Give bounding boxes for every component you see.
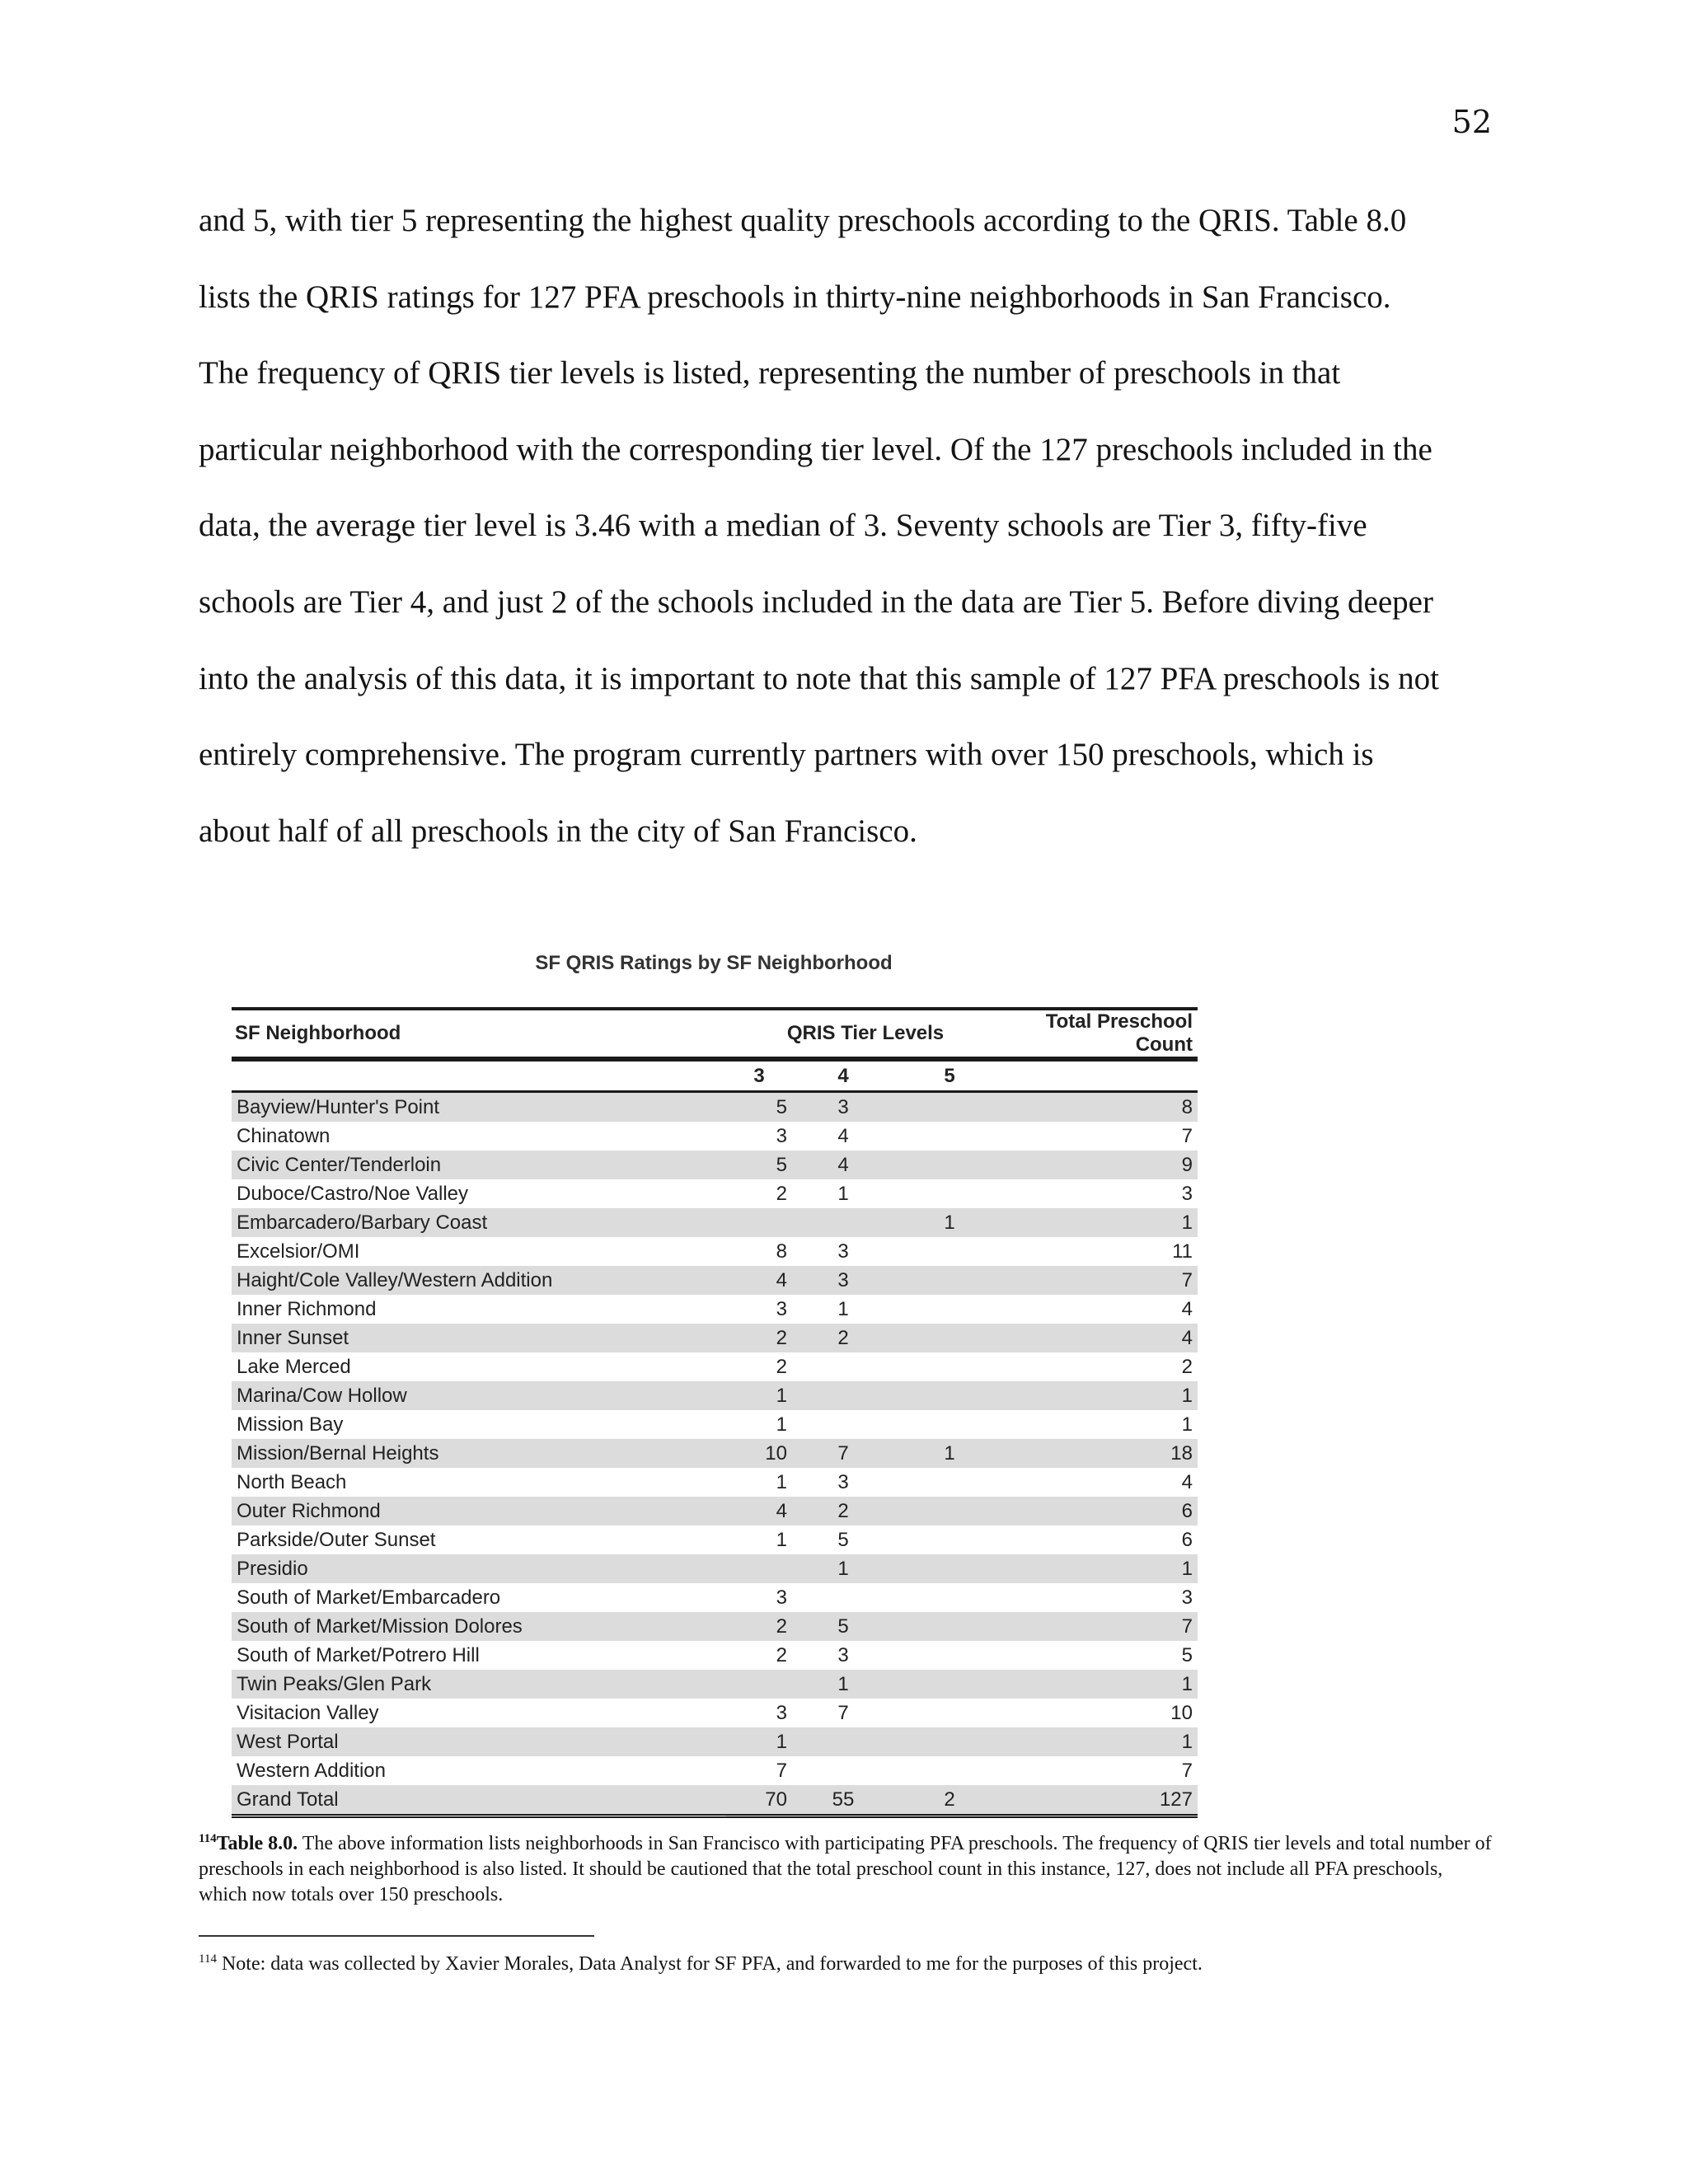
tier-4-cell: 3 [792, 1266, 894, 1295]
tier-5-cell [894, 1554, 1005, 1583]
total-count-cell: 7 [1005, 1266, 1198, 1295]
total-count-cell: 3 [1181, 1182, 1193, 1205]
table-row [232, 1381, 1198, 1410]
tier-4-cell [792, 1583, 894, 1612]
tier-5-cell [894, 1468, 1005, 1497]
body-line: into the analysis of this data, it is important to note that this sample of 127 PFA preschools is not [199, 660, 1439, 696]
neighborhood-cell: Duboce/Castro/Noe Valley [237, 1182, 469, 1205]
tier-4-cell [792, 1410, 894, 1439]
tier-3-cell: 7 [776, 1759, 787, 1782]
tier-3-cell: 1 [776, 1470, 787, 1493]
table-row [232, 1208, 1198, 1237]
neighborhood-cell: Haight/Cole Valley/Western Addition [232, 1266, 726, 1295]
tier-4-cell: 5 [792, 1612, 894, 1641]
table-row [232, 1324, 1198, 1352]
neighborhood-cell: South of Market/Embarcadero [237, 1586, 501, 1609]
tier-3-cell: 10 [726, 1439, 792, 1468]
tier-3-cell: 1 [776, 1413, 787, 1436]
total-count-cell: 7 [1005, 1612, 1198, 1641]
neighborhood-cell: Marina/Cow Hollow [232, 1381, 726, 1410]
neighborhood-cell: Visitacion Valley [237, 1701, 379, 1724]
total-count-cell: 5 [1181, 1643, 1193, 1666]
tier-4-cell: 1 [837, 1182, 849, 1205]
total-count-cell: 7 [1181, 1124, 1193, 1147]
tier-5-cell [894, 1727, 1005, 1756]
tier-5-cell [894, 1122, 1005, 1151]
tier-5-cell: 1 [894, 1439, 1005, 1468]
table-row [232, 1468, 1198, 1497]
neighborhood-cell: Lake Merced [237, 1355, 351, 1378]
grand-total-row [232, 1785, 1198, 1816]
tier-4-cell: 3 [792, 1092, 894, 1122]
table-row [232, 1439, 1198, 1468]
neighborhood-cell: Grand Total [232, 1785, 726, 1816]
tier-5-cell [894, 1381, 1005, 1410]
table-row [232, 1179, 1198, 1208]
tier-5-cell [894, 1583, 1005, 1612]
neighborhood-cell: Civic Center/Tenderloin [232, 1151, 726, 1179]
table-row [232, 1237, 1198, 1266]
tier-5-cell [894, 1497, 1005, 1526]
tier-5-cell [894, 1670, 1005, 1699]
tier-4-cell: 1 [837, 1297, 849, 1320]
total-count-cell: 11 [1172, 1240, 1193, 1263]
table-row [232, 1641, 1198, 1670]
tier-4-cell: 2 [792, 1324, 894, 1352]
neighborhood-cell: Western Addition [237, 1759, 386, 1782]
tier-3-cell: 5 [726, 1092, 792, 1122]
table-row [232, 1295, 1198, 1324]
table-row [232, 1699, 1198, 1727]
footnote-text: Note: data was collected by Xavier Morales, Data Analyst for SF PFA, and forwarded to me for the purposes of this project. [216, 1953, 1203, 1975]
tier-4-cell: 3 [837, 1470, 849, 1493]
caption-label: Table 8.0. [216, 1833, 298, 1854]
total-count-cell: 2 [1181, 1355, 1193, 1378]
footnote-divider [199, 1935, 594, 1937]
caption-marker: 114 [199, 1832, 217, 1845]
total-count-cell: 9 [1005, 1151, 1198, 1179]
tier-3-cell: 4 [726, 1266, 792, 1295]
tier-4-cell: 2 [792, 1497, 894, 1526]
neighborhood-cell: Parkside/Outer Sunset [237, 1528, 436, 1551]
tier-4-cell [792, 1381, 894, 1410]
total-count-cell: 4 [1181, 1297, 1193, 1320]
neighborhood-cell: North Beach [237, 1470, 347, 1493]
table-row [232, 1756, 1198, 1785]
page-number: 52 [1451, 104, 1492, 140]
total-count-cell: 1 [1005, 1554, 1198, 1583]
header-tier-levels: QRIS Tier Levels [726, 1009, 1005, 1059]
neighborhood-cell: Chinatown [237, 1124, 331, 1147]
table-row [232, 1554, 1198, 1583]
tier-4-cell: 1 [792, 1554, 894, 1583]
neighborhood-cell: Twin Peaks/Glen Park [232, 1670, 726, 1699]
tier-4-cell [792, 1756, 894, 1785]
table-row [232, 1151, 1198, 1179]
total-count-cell: 18 [1005, 1439, 1198, 1468]
total-count-cell: 1 [1181, 1413, 1193, 1436]
tier-3-cell: 5 [726, 1151, 792, 1179]
tier-4-cell: 3 [837, 1643, 849, 1666]
total-count-cell: 7 [1181, 1759, 1193, 1782]
neighborhood-cell: Mission/Bernal Heights [232, 1439, 726, 1468]
tier-5-cell [894, 1179, 1005, 1208]
tier-3-cell: 2 [726, 1612, 792, 1641]
tier-4-cell: 7 [792, 1439, 894, 1468]
neighborhood-cell: Embarcadero/Barbary Coast [232, 1208, 726, 1237]
neighborhood-cell: Inner Richmond [237, 1297, 377, 1320]
tier-4-cell: 5 [837, 1528, 849, 1551]
body-line: and 5, with tier 5 representing the highest quality preschools according to the QRIS. Table 8.0 [199, 203, 1407, 238]
body-line: about half of all preschools in the city of San Francisco. [199, 813, 917, 849]
total-count-cell: 4 [1005, 1324, 1198, 1352]
tier-5-cell [894, 1324, 1005, 1352]
footnote [199, 1952, 1493, 1976]
tier-4-cell: 4 [837, 1124, 849, 1147]
table-row [232, 1352, 1198, 1381]
tier-3-cell: 8 [776, 1240, 787, 1263]
total-count-cell: 1 [1005, 1381, 1198, 1410]
tier-4-cell: 55 [792, 1785, 894, 1816]
table-row [232, 1526, 1198, 1554]
tier-label-spacer [1005, 1059, 1198, 1092]
tier-3-cell: 3 [776, 1297, 787, 1320]
tier-5-cell: 2 [894, 1785, 1005, 1816]
total-count-cell: 6 [1005, 1497, 1198, 1526]
tier-3-cell: 70 [726, 1785, 792, 1816]
table-body [232, 1092, 1198, 1816]
neighborhood-cell: Outer Richmond [232, 1497, 726, 1526]
tier-3-cell: 1 [776, 1528, 787, 1551]
tier-4-cell: 7 [837, 1701, 849, 1724]
neighborhood-cell: West Portal [232, 1727, 726, 1756]
tier-5-cell [894, 1526, 1005, 1554]
tier-5-cell [894, 1295, 1005, 1324]
body-line: The frequency of QRIS tier levels is listed, representing the number of preschools in that [199, 355, 1341, 391]
neighborhood-cell: Bayview/Hunter's Point [232, 1092, 726, 1122]
table-row [232, 1612, 1198, 1641]
tier-4-cell [792, 1208, 894, 1237]
tier-4-cell: 4 [792, 1151, 894, 1179]
footnote-marker: 114 [199, 1952, 217, 1966]
table-header-row [232, 1009, 1198, 1059]
table-row [232, 1122, 1198, 1151]
tier-3-cell: 3 [776, 1586, 787, 1609]
tier-5-cell [894, 1410, 1005, 1439]
header-neighborhood: SF Neighborhood [232, 1009, 726, 1059]
tier-3-cell: 3 [776, 1124, 787, 1147]
total-count-cell: 1 [1005, 1208, 1198, 1237]
tier-5-cell: 1 [894, 1208, 1005, 1237]
tier-3-cell: 2 [726, 1324, 792, 1352]
table-title: SF QRIS Ratings by SF Neighborhood [535, 952, 893, 974]
table-row [232, 1410, 1198, 1439]
table-row [232, 1583, 1198, 1612]
tier-label-spacer [232, 1059, 726, 1092]
total-count-cell: 6 [1181, 1528, 1193, 1551]
tier-5-cell [894, 1092, 1005, 1122]
tier-5-cell [894, 1699, 1005, 1727]
tier-label-3: 3 [726, 1059, 792, 1092]
tier-5-cell [894, 1612, 1005, 1641]
tier-3-cell: 2 [776, 1643, 787, 1666]
neighborhood-cell: Excelsior/OMI [237, 1240, 360, 1263]
tier-5-cell [894, 1641, 1005, 1670]
tier-label-row [232, 1059, 1198, 1092]
tier-3-cell [726, 1554, 792, 1583]
table-row [232, 1670, 1198, 1699]
total-count-cell: 1 [1005, 1727, 1198, 1756]
total-count-cell: 4 [1181, 1470, 1193, 1493]
tier-label-4: 4 [792, 1059, 894, 1092]
tier-4-cell: 1 [792, 1670, 894, 1699]
table-caption [199, 1831, 1493, 1908]
body-line: particular neighborhood with the corresponding tier level. Of the 127 preschools included in the [199, 431, 1432, 467]
tier-4-cell: 3 [837, 1240, 849, 1263]
tier-3-cell: 3 [776, 1701, 787, 1724]
tier-5-cell [894, 1151, 1005, 1179]
tier-5-cell [894, 1756, 1005, 1785]
total-count-cell: 127 [1005, 1785, 1198, 1816]
body-line: entirely comprehensive. The program currently partners with over 150 preschools, which is [199, 737, 1374, 773]
tier-5-cell [894, 1352, 1005, 1381]
tier-4-cell [792, 1727, 894, 1756]
caption-text: The above information lists neighborhoods in San Francisco with participating PFA preschools. The frequency of QRIS tier levels and total number of preschools in each neighborhood is also listed. It should be cautioned that the total preschool count in this instance, 127, does not include all PFA preschools, which now totals over 150 preschools. [199, 1833, 1492, 1905]
tier-label-5: 5 [894, 1059, 1005, 1092]
tier-5-cell [894, 1266, 1005, 1295]
tier-3-cell [726, 1208, 792, 1237]
neighborhood-cell: Mission Bay [237, 1413, 344, 1436]
neighborhood-cell: Inner Sunset [232, 1324, 726, 1352]
table-row [232, 1092, 1198, 1122]
tier-3-cell: 2 [776, 1182, 787, 1205]
body-paragraph [199, 183, 1501, 869]
table-row [232, 1266, 1198, 1295]
tier-3-cell: 1 [726, 1381, 792, 1410]
tier-3-cell: 2 [776, 1355, 787, 1378]
tier-5-cell [894, 1237, 1005, 1266]
tier-3-cell: 1 [726, 1727, 792, 1756]
neighborhood-cell: South of Market/Potrero Hill [237, 1643, 480, 1666]
table-row [232, 1727, 1198, 1756]
qris-ratings-table [232, 1007, 1198, 1818]
header-total-count: Total Preschool Count [1005, 1009, 1198, 1059]
table-row [232, 1497, 1198, 1526]
body-line: schools are Tier 4, and just 2 of the schools included in the data are Tier 5. Before diving deeper [199, 583, 1433, 620]
body-line: data, the average tier level is 3.46 with a median of 3. Seventy schools are Tier 3, fifty-five [199, 508, 1367, 544]
tier-3-cell [726, 1670, 792, 1699]
total-count-cell: 3 [1181, 1586, 1193, 1609]
total-count-cell: 8 [1005, 1092, 1198, 1122]
total-count-cell: 1 [1005, 1670, 1198, 1699]
total-count-cell: 10 [1170, 1701, 1193, 1724]
tier-4-cell [792, 1352, 894, 1381]
tier-3-cell: 4 [726, 1497, 792, 1526]
neighborhood-cell: South of Market/Mission Dolores [232, 1612, 726, 1641]
body-line: lists the QRIS ratings for 127 PFA preschools in thirty-nine neighborhoods in San Francisco. [199, 279, 1391, 315]
neighborhood-cell: Presidio [232, 1554, 726, 1583]
